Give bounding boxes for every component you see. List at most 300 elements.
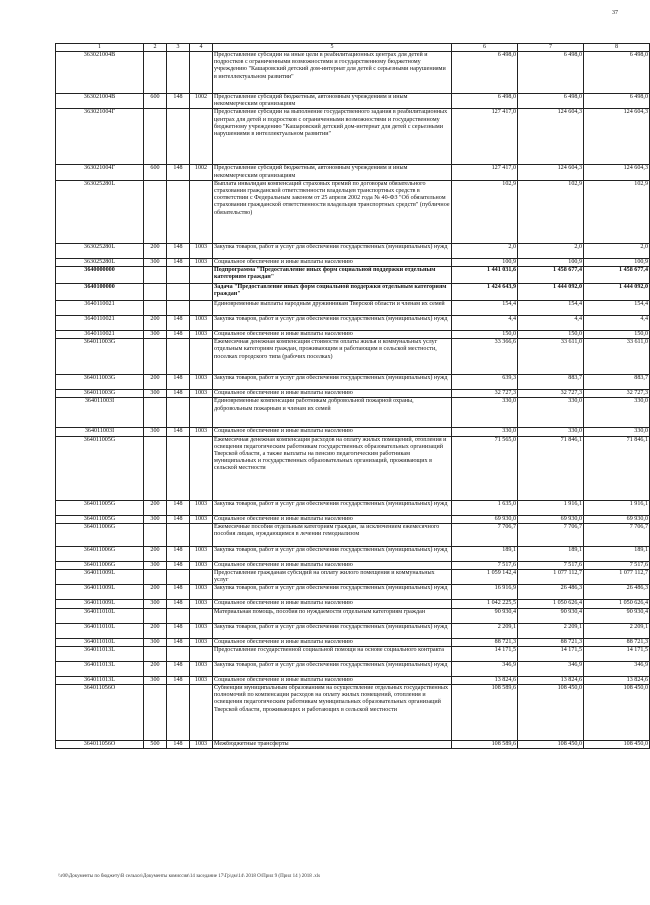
- cell-amount-6: 2,0: [452, 243, 518, 258]
- cell-amount-8: 7 706,7: [584, 523, 650, 546]
- cell-col-4: 1003: [190, 676, 213, 684]
- cell-code: 363025280L: [56, 243, 144, 258]
- cell-amount-7: 189,1: [518, 546, 584, 561]
- cell-amount-6: 150,0: [452, 331, 518, 339]
- cell-amount-6: 639,3: [452, 375, 518, 390]
- cell-col-3: 148: [167, 390, 190, 398]
- cell-amount-7: 1 077 112,7: [518, 570, 584, 585]
- cell-description: Единовременные выплаты народным дружинникам Тверской области и членам их семей: [213, 301, 452, 316]
- table-row: [56, 685, 650, 741]
- table-row: [56, 316, 650, 331]
- cell-col-3: 148: [167, 515, 190, 523]
- cell-code: 364011003I: [56, 398, 144, 428]
- cell-col-3: [167, 52, 190, 94]
- table-row: [56, 623, 650, 638]
- cell-col-2: 300: [144, 258, 167, 266]
- cell-amount-7: 90 930,4: [518, 608, 584, 623]
- cell-col-4: 1003: [190, 375, 213, 390]
- cell-amount-8: 1 458 677,4: [584, 267, 650, 284]
- table-row: [56, 267, 650, 284]
- cell-amount-6: 16 916,9: [452, 585, 518, 600]
- cell-amount-7: 13 824,6: [518, 676, 584, 684]
- cell-col-2: [144, 339, 167, 375]
- cell-description: Предоставление субсидий бюджетным, автономным учреждениям и иным некоммерческим организациям: [213, 165, 452, 180]
- cell-col-3: [167, 436, 190, 500]
- cell-amount-8: 330,0: [584, 398, 650, 428]
- cell-description: Субвенции муниципальным образованиям на осуществление отдельных государственных полномочий по компенсации расходов на оплату жилых помещений, отопления и освещения педагогическим работникам муниципальных образовательных организаций Тверской области, проживающих и работающих в сельской местности: [213, 685, 452, 741]
- cell-amount-7: 124 604,3: [518, 109, 584, 165]
- cell-description: Закупка товаров, работ и услуг для обеспечения государственных (муниципальных) нужд: [213, 585, 452, 600]
- cell-amount-7: 33 611,0: [518, 339, 584, 375]
- cell-amount-6: 1 424 643,9: [452, 284, 518, 301]
- cell-amount-8: 71 846,1: [584, 436, 650, 500]
- cell-code: 364011003G: [56, 339, 144, 375]
- cell-description: Предоставление государственной социальной помощи на основе социального контракта: [213, 646, 452, 661]
- cell-amount-8: 1 916,1: [584, 500, 650, 515]
- table-row: [56, 258, 650, 266]
- header-col-1: 1: [56, 44, 144, 52]
- cell-col-3: 148: [167, 561, 190, 569]
- header-col-7: 7: [518, 44, 584, 52]
- cell-amount-7: 150,0: [518, 331, 584, 339]
- cell-code: 364011003G: [56, 375, 144, 390]
- cell-description: Социальное обеспечение и иные выплаты населению: [213, 676, 452, 684]
- cell-amount-6: 1 441 031,6: [452, 267, 518, 284]
- cell-code: 363021004Г: [56, 109, 144, 165]
- cell-col-3: [167, 570, 190, 585]
- cell-amount-6: 100,9: [452, 258, 518, 266]
- table-row: [56, 180, 650, 243]
- cell-code: 364011013L: [56, 661, 144, 676]
- cell-amount-6: 1 042 225,5: [452, 600, 518, 608]
- header-col-3: 3: [167, 44, 190, 52]
- cell-description: Закупка товаров, работ и услуг для обеспечения государственных (муниципальных) нужд: [213, 546, 452, 561]
- cell-col-4: 1003: [190, 390, 213, 398]
- cell-col-2: 200: [144, 316, 167, 331]
- table-row: [56, 94, 650, 109]
- cell-col-4: 1003: [190, 741, 213, 749]
- cell-code: 364011009L: [56, 585, 144, 600]
- cell-amount-8: 33 611,0: [584, 339, 650, 375]
- cell-col-3: 148: [167, 94, 190, 109]
- file-path-footer: \\r00\Документы по бюджету\В сельхоз\Документы комиссия\14 заседание 17\Гр\дм\14\ 2018 О\Прил 9 (Прил 14 ) 2018 .xls: [58, 874, 321, 879]
- cell-description: Ежемесячная денежная компенсация расходов на оплату жилых помещений, отопления и освещения педагогическим работникам государственных образовательных организаций Тверской области, а также выплаты на пенсию педагогическим работникам муниципальных и государственных образовательных организаций, проживающих в сельской местности: [213, 436, 452, 500]
- cell-col-3: 148: [167, 316, 190, 331]
- cell-col-3: 148: [167, 375, 190, 390]
- cell-amount-7: 108 450,0: [518, 741, 584, 749]
- cell-amount-7: 26 486,3: [518, 585, 584, 600]
- cell-code: 364011006G: [56, 523, 144, 546]
- cell-code: 364011005G: [56, 500, 144, 515]
- cell-col-2: [144, 180, 167, 243]
- cell-code: 364011013L: [56, 646, 144, 661]
- cell-amount-7: 4,4: [518, 316, 584, 331]
- cell-code: 3640100000: [56, 284, 144, 301]
- cell-amount-7: 1 050 626,4: [518, 600, 584, 608]
- cell-description: Ежемесячная денежная компенсация стоимости оплаты жилья и коммунальных услуг отдельным категориям граждан, проживающим и работающим в сельской местности, поселках городского типа (рабочих поселках): [213, 339, 452, 375]
- cell-amount-6: 7 517,6: [452, 561, 518, 569]
- table-row: [56, 52, 650, 94]
- cell-col-3: 148: [167, 500, 190, 515]
- cell-col-4: 1003: [190, 661, 213, 676]
- table-row: [56, 331, 650, 339]
- cell-amount-7: 1 916,1: [518, 500, 584, 515]
- cell-col-4: [190, 608, 213, 623]
- cell-col-2: 200: [144, 661, 167, 676]
- cell-amount-6: 33 366,6: [452, 339, 518, 375]
- cell-col-3: [167, 608, 190, 623]
- cell-description: Единовременные компенсации работникам добровольной пожарной охраны, добровольным пожарным и членам их семей: [213, 398, 452, 428]
- cell-code: 363021004Г: [56, 165, 144, 180]
- cell-description: Социальное обеспечение и иные выплаты населению: [213, 515, 452, 523]
- cell-amount-6: 69 930,0: [452, 515, 518, 523]
- cell-description: Ежемесячные пособия отдельным категориям граждан, за исключением ежемесячного пособия лицам, нуждающимся в лечении гемодиализом: [213, 523, 452, 546]
- cell-col-4: [190, 339, 213, 375]
- cell-amount-7: 71 846,1: [518, 436, 584, 500]
- cell-amount-6: 127 417,0: [452, 109, 518, 165]
- cell-col-4: 1003: [190, 428, 213, 436]
- table-row: [56, 500, 650, 515]
- cell-code: 3640110021: [56, 301, 144, 316]
- cell-amount-8: 124 604,3: [584, 109, 650, 165]
- cell-col-4: 1003: [190, 515, 213, 523]
- cell-description: Социальное обеспечение и иные выплаты населению: [213, 258, 452, 266]
- table-row: [56, 301, 650, 316]
- table-row: [56, 608, 650, 623]
- cell-description: Социальное обеспечение и иные выплаты населению: [213, 331, 452, 339]
- cell-amount-8: 2,0: [584, 243, 650, 258]
- cell-amount-7: 2 209,1: [518, 623, 584, 638]
- cell-col-4: [190, 301, 213, 316]
- cell-amount-6: 102,9: [452, 180, 518, 243]
- cell-col-3: [167, 523, 190, 546]
- cell-amount-6: 2 209,1: [452, 623, 518, 638]
- cell-amount-7: 6 498,0: [518, 94, 584, 109]
- table-row: [56, 741, 650, 749]
- cell-code: 364011010L: [56, 608, 144, 623]
- cell-col-2: 300: [144, 515, 167, 523]
- cell-code: 364011056O: [56, 685, 144, 741]
- cell-description: Задача "Предоставление иных форм социальной поддержки отдельным категориям граждан": [213, 284, 452, 301]
- cell-amount-8: 1 077 112,7: [584, 570, 650, 585]
- cell-col-2: 300: [144, 561, 167, 569]
- cell-code: 364011056O: [56, 741, 144, 749]
- cell-description: Социальное обеспечение и иные выплаты населению: [213, 638, 452, 646]
- cell-col-4: 1003: [190, 331, 213, 339]
- cell-col-3: [167, 180, 190, 243]
- cell-col-3: 148: [167, 165, 190, 180]
- cell-amount-7: 7 706,7: [518, 523, 584, 546]
- cell-col-3: [167, 267, 190, 284]
- cell-amount-7: 1 444 092,0: [518, 284, 584, 301]
- cell-description: Межбюджетные трансферты: [213, 741, 452, 749]
- cell-amount-8: 150,0: [584, 331, 650, 339]
- cell-col-2: [144, 608, 167, 623]
- cell-col-2: 600: [144, 94, 167, 109]
- cell-amount-8: 6 498,0: [584, 94, 650, 109]
- cell-description: Социальное обеспечение и иные выплаты населению: [213, 600, 452, 608]
- table-row: [56, 165, 650, 180]
- cell-col-4: 1003: [190, 500, 213, 515]
- cell-col-4: [190, 52, 213, 94]
- cell-code: 364011003G: [56, 390, 144, 398]
- cell-description: Социальное обеспечение и иные выплаты населению: [213, 428, 452, 436]
- table-row: [56, 523, 650, 546]
- cell-code: 364011009L: [56, 570, 144, 585]
- cell-col-4: [190, 180, 213, 243]
- table-row: [56, 375, 650, 390]
- cell-col-2: 300: [144, 390, 167, 398]
- cell-col-2: 300: [144, 600, 167, 608]
- cell-amount-8: 346,9: [584, 661, 650, 676]
- cell-amount-7: 346,9: [518, 661, 584, 676]
- table-row: [56, 561, 650, 569]
- cell-amount-6: 71 565,0: [452, 436, 518, 500]
- cell-col-2: [144, 646, 167, 661]
- cell-code: 364011013L: [56, 676, 144, 684]
- budget-table: [55, 43, 650, 749]
- cell-code: 363025280L: [56, 180, 144, 243]
- cell-amount-7: 100,9: [518, 258, 584, 266]
- cell-col-3: [167, 685, 190, 741]
- cell-amount-6: 1 059 142,4: [452, 570, 518, 585]
- cell-amount-8: 108 450,0: [584, 685, 650, 741]
- cell-amount-6: 346,9: [452, 661, 518, 676]
- cell-description: Предоставление субсидии на выполнение государственного задания в реабилитационных центрах для детей и подростков с ограниченными возможностями и государственному бюджетному учреждению "Кашаровский детский дом-интернат для детей с серьезными нарушениями в интеллектуальном развитии": [213, 109, 452, 165]
- cell-col-3: 148: [167, 546, 190, 561]
- cell-col-4: [190, 436, 213, 500]
- cell-amount-6: 127 417,0: [452, 165, 518, 180]
- cell-col-3: [167, 398, 190, 428]
- cell-description: Закупка товаров, работ и услуг для обеспечения государственных (муниципальных) нужд: [213, 661, 452, 676]
- header-row: [56, 44, 650, 52]
- cell-amount-8: 100,9: [584, 258, 650, 266]
- cell-amount-7: 32 727,3: [518, 390, 584, 398]
- cell-description: Материальная помощь, пособия по нуждаемости отдельным категориям граждан: [213, 608, 452, 623]
- cell-description: Подпрограмма "Предоставление иных форм социальной поддержки отдельным категориям граждан": [213, 267, 452, 284]
- cell-col-2: 200: [144, 243, 167, 258]
- cell-description: Предоставление субсидий бюджетным, автономным учреждениям и иным некоммерческим организациям: [213, 94, 452, 109]
- cell-amount-7: 102,9: [518, 180, 584, 243]
- cell-col-3: 148: [167, 600, 190, 608]
- table-row: [56, 339, 650, 375]
- cell-amount-8: 154,4: [584, 301, 650, 316]
- cell-amount-6: 108 589,6: [452, 741, 518, 749]
- cell-amount-8: 6 498,0: [584, 52, 650, 94]
- cell-col-4: [190, 646, 213, 661]
- page-number: 37: [612, 10, 618, 16]
- table-row: [56, 585, 650, 600]
- table-row: [56, 646, 650, 661]
- cell-col-3: [167, 284, 190, 301]
- cell-amount-8: 330,0: [584, 428, 650, 436]
- table-row: [56, 398, 650, 428]
- cell-amount-6: 189,1: [452, 546, 518, 561]
- cell-amount-7: 108 450,0: [518, 685, 584, 741]
- cell-col-2: 300: [144, 638, 167, 646]
- cell-code: 364011005G: [56, 515, 144, 523]
- cell-description: Закупка товаров, работ и услуг для обеспечения государственных (муниципальных) нужд: [213, 623, 452, 638]
- cell-col-2: 600: [144, 165, 167, 180]
- cell-amount-8: 1 050 626,4: [584, 600, 650, 608]
- cell-col-3: 148: [167, 258, 190, 266]
- cell-description: Закупка товаров, работ и услуг для обеспечения государственных (муниципальных) нужд: [213, 375, 452, 390]
- cell-col-2: 500: [144, 741, 167, 749]
- cell-amount-6: 154,4: [452, 301, 518, 316]
- table-row: [56, 428, 650, 436]
- cell-col-2: [144, 436, 167, 500]
- table-row: [56, 243, 650, 258]
- table-row: [56, 600, 650, 608]
- cell-code: 363025280L: [56, 258, 144, 266]
- cell-col-2: 200: [144, 375, 167, 390]
- cell-amount-6: 6 498,0: [452, 94, 518, 109]
- cell-code: 364011006G: [56, 561, 144, 569]
- table-row: [56, 676, 650, 684]
- cell-amount-6: 330,0: [452, 428, 518, 436]
- cell-col-4: [190, 109, 213, 165]
- cell-col-2: 300: [144, 428, 167, 436]
- cell-col-3: 148: [167, 676, 190, 684]
- cell-col-4: [190, 284, 213, 301]
- cell-description: Социальное обеспечение и иные выплаты населению: [213, 390, 452, 398]
- cell-col-3: 148: [167, 638, 190, 646]
- cell-amount-8: 69 930,0: [584, 515, 650, 523]
- cell-amount-6: 32 727,3: [452, 390, 518, 398]
- cell-col-2: [144, 52, 167, 94]
- cell-col-4: [190, 570, 213, 585]
- cell-col-2: 200: [144, 585, 167, 600]
- cell-col-2: [144, 570, 167, 585]
- cell-col-2: 300: [144, 676, 167, 684]
- cell-col-4: 1003: [190, 243, 213, 258]
- table-row: [56, 638, 650, 646]
- cell-col-3: 148: [167, 243, 190, 258]
- cell-description: Закупка товаров, работ и услуг для обеспечения государственных (муниципальных) нужд: [213, 316, 452, 331]
- table-row: [56, 570, 650, 585]
- cell-amount-8: 7 517,6: [584, 561, 650, 569]
- cell-code: 3640110021: [56, 316, 144, 331]
- cell-amount-6: 6 498,0: [452, 52, 518, 94]
- cell-col-2: [144, 685, 167, 741]
- header-col-4: 4: [190, 44, 213, 52]
- header-col-2: 2: [144, 44, 167, 52]
- cell-col-3: 148: [167, 623, 190, 638]
- cell-description: Социальное обеспечение и иные выплаты населению: [213, 561, 452, 569]
- cell-amount-6: 14 171,5: [452, 646, 518, 661]
- cell-col-2: 200: [144, 623, 167, 638]
- cell-col-4: 1003: [190, 561, 213, 569]
- table-row: [56, 284, 650, 301]
- cell-col-4: 1003: [190, 316, 213, 331]
- cell-col-2: [144, 109, 167, 165]
- cell-amount-8: 1 444 092,0: [584, 284, 650, 301]
- cell-amount-8: 108 450,0: [584, 741, 650, 749]
- cell-amount-7: 154,4: [518, 301, 584, 316]
- cell-amount-8: 26 486,3: [584, 585, 650, 600]
- cell-col-3: 148: [167, 331, 190, 339]
- cell-col-3: [167, 301, 190, 316]
- table-row: [56, 390, 650, 398]
- cell-code: 364011005G: [56, 436, 144, 500]
- cell-code: 364011006G: [56, 546, 144, 561]
- cell-amount-8: 102,9: [584, 180, 650, 243]
- cell-col-3: [167, 339, 190, 375]
- cell-description: Закупка товаров, работ и услуг для обеспечения государственных (муниципальных) нужд: [213, 243, 452, 258]
- cell-col-2: [144, 398, 167, 428]
- cell-amount-6: 1 635,0: [452, 500, 518, 515]
- cell-amount-6: 13 824,6: [452, 676, 518, 684]
- cell-col-2: [144, 284, 167, 301]
- cell-col-4: [190, 398, 213, 428]
- header-col-6: 6: [452, 44, 518, 52]
- cell-amount-7: 330,0: [518, 398, 584, 428]
- cell-amount-6: 7 706,7: [452, 523, 518, 546]
- cell-amount-8: 32 727,3: [584, 390, 650, 398]
- cell-col-2: [144, 301, 167, 316]
- cell-col-2: 300: [144, 331, 167, 339]
- cell-col-4: [190, 267, 213, 284]
- cell-amount-6: 4,4: [452, 316, 518, 331]
- cell-amount-8: 14 171,5: [584, 646, 650, 661]
- cell-code: 3640110021: [56, 331, 144, 339]
- cell-description: Выплата инвалидам компенсаций страховых премий по договорам обязательного страхования гражданской ответственности владельцев транспортных средств в соответствии с Федеральным законом от 25 апреля 2002 года № 40-ФЗ "Об обязательном страховании гражданской ответственности владельцев транспортных средств" (публичное обязательство): [213, 180, 452, 243]
- cell-col-4: 1002: [190, 165, 213, 180]
- cell-amount-7: 14 171,5: [518, 646, 584, 661]
- table-row: [56, 109, 650, 165]
- cell-amount-8: 13 824,6: [584, 676, 650, 684]
- cell-amount-7: 330,0: [518, 428, 584, 436]
- cell-code: 364011009L: [56, 600, 144, 608]
- cell-amount-7: 124 604,3: [518, 165, 584, 180]
- table-row: [56, 515, 650, 523]
- table-row: [56, 661, 650, 676]
- cell-col-4: [190, 523, 213, 546]
- cell-amount-7: 7 517,6: [518, 561, 584, 569]
- cell-amount-6: 330,0: [452, 398, 518, 428]
- cell-col-3: [167, 646, 190, 661]
- cell-amount-8: 2 209,1: [584, 623, 650, 638]
- cell-col-4: 1003: [190, 546, 213, 561]
- cell-col-2: [144, 523, 167, 546]
- cell-col-2: 200: [144, 546, 167, 561]
- cell-code: 363021004В: [56, 52, 144, 94]
- cell-code: 364011003I: [56, 428, 144, 436]
- cell-amount-7: 2,0: [518, 243, 584, 258]
- cell-col-3: 148: [167, 661, 190, 676]
- cell-col-4: 1003: [190, 600, 213, 608]
- cell-code: 364011010L: [56, 623, 144, 638]
- cell-amount-7: 883,7: [518, 375, 584, 390]
- cell-amount-8: 883,7: [584, 375, 650, 390]
- cell-col-4: [190, 685, 213, 741]
- cell-col-2: 200: [144, 500, 167, 515]
- cell-amount-7: 69 930,0: [518, 515, 584, 523]
- cell-amount-8: 88 721,3: [584, 638, 650, 646]
- header-col-8: 8: [584, 44, 650, 52]
- header-col-5: 5: [213, 44, 452, 52]
- cell-amount-6: 108 589,6: [452, 685, 518, 741]
- cell-amount-7: 1 458 677,4: [518, 267, 584, 284]
- cell-amount-8: 124 604,3: [584, 165, 650, 180]
- cell-col-4: 1002: [190, 94, 213, 109]
- cell-col-3: 148: [167, 428, 190, 436]
- table-row: [56, 546, 650, 561]
- cell-amount-6: 90 930,4: [452, 608, 518, 623]
- cell-code: 363021004В: [56, 94, 144, 109]
- cell-amount-8: 90 930,4: [584, 608, 650, 623]
- cell-description: Предоставление гражданам субсидий на оплату жилого помещения и коммунальных услуг: [213, 570, 452, 585]
